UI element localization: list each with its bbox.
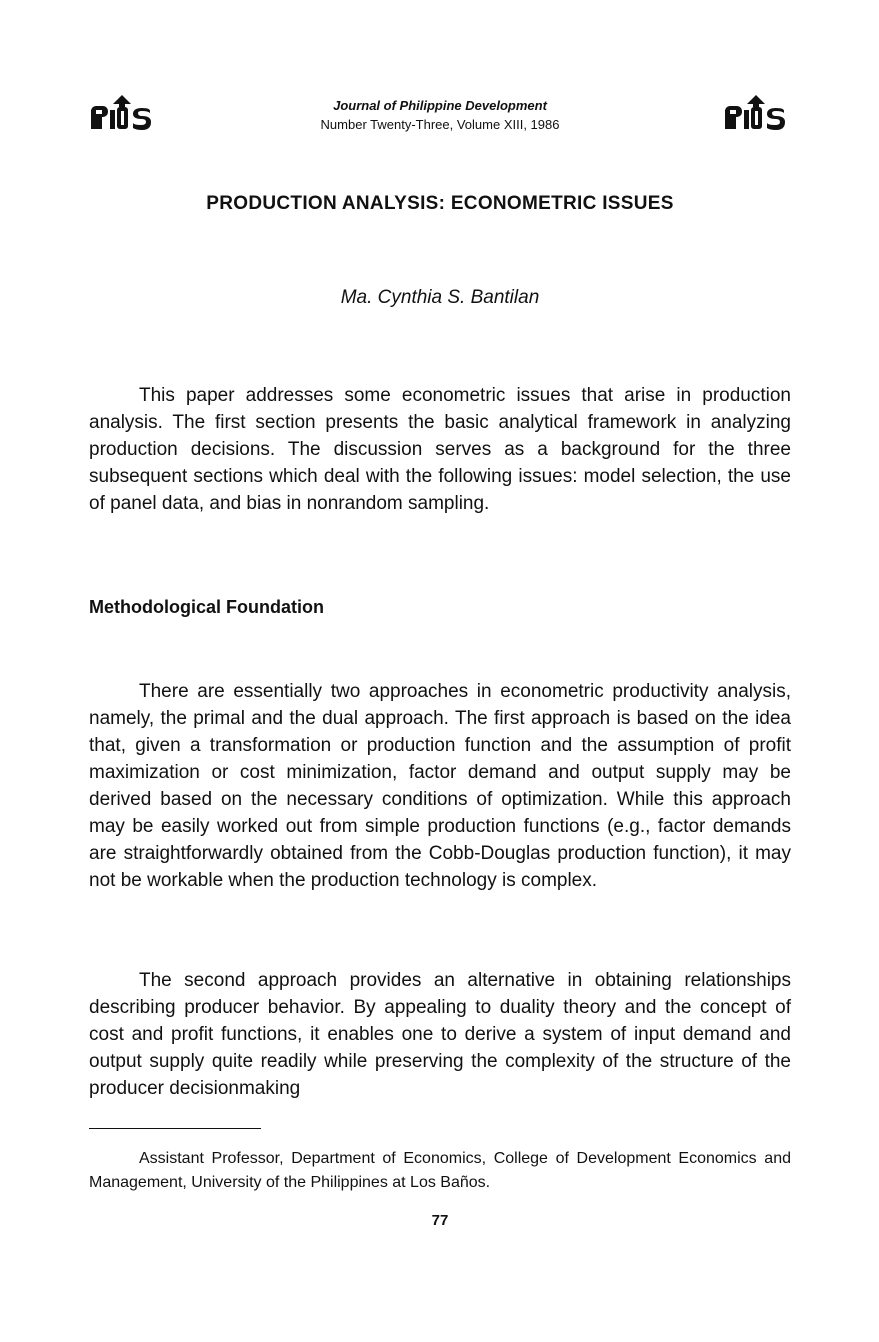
footnote-divider	[89, 1128, 261, 1129]
body-paragraph: There are essentially two approaches in econometric productivity analysis, namely, the primal and the dual approach. The first approach is based on the idea that, given a transformation or production function and the assumption of profit maximization or cost minimization, factor demand and output supply may be derived based on the necessary conditions of optimization. While this approach may be easily worked out from simple production functions (e.g., factor demands are straightforwardly obtained from the Cobb-Douglas production function), it may not be workable when the production technology is complex.	[89, 681, 791, 891]
pids-logo-left	[88, 94, 154, 130]
section-heading: Methodological Foundation	[89, 597, 324, 617]
abstract-paragraph: This paper addresses some econometric issues that arise in production analysis. The first section presents the basic analytical framework in analyzing production decisions. The discussion serves as a background for the three subsequent sections which deal with the following issues: model selection, the use of panel data, and bias in nonrandom sampling.	[89, 385, 791, 514]
pids-logo-icon	[88, 94, 154, 130]
journal-name: Journal of Philippine Development	[333, 98, 547, 113]
pids-logo-icon	[722, 94, 788, 130]
journal-issue: Number Twenty-Three, Volume XIII, 1986	[320, 117, 560, 132]
author-name: Ma. Cynthia S. Bantilan	[340, 287, 540, 308]
paper-title: PRODUCTION ANALYSIS: ECONOMETRIC ISSUES	[206, 193, 674, 214]
pids-logo-right	[722, 94, 788, 130]
body-paragraph: The second approach provides an alternative in obtaining relationships describing producer behavior. By appealing to duality theory and the concept of cost and profit functions, it enables one to derive a system of input demand and output supply quite readily while preserving the complexity of the structure of the producer decisionmaking	[89, 970, 791, 1099]
journal-header	[240, 96, 640, 134]
page-number: 77	[431, 1212, 449, 1229]
footnote: Assistant Professor, Department of Economics, College of Development Economics and Management, University of the Philippines at Los Baños.	[89, 1150, 791, 1191]
